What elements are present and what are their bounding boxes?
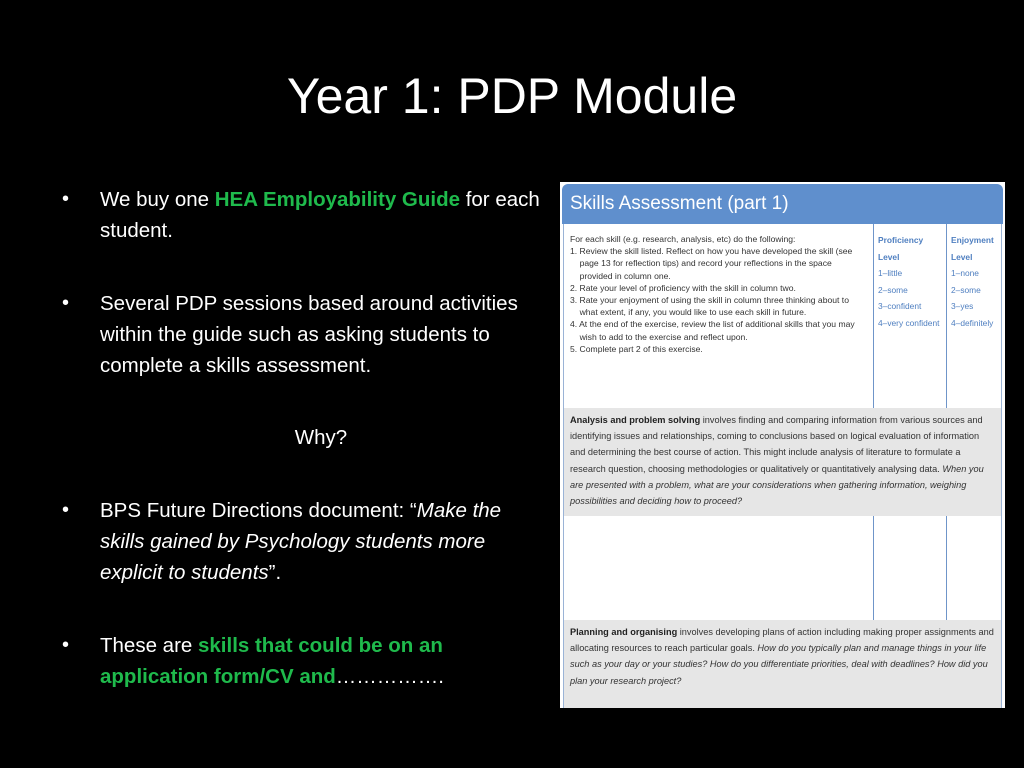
bullet-pdp-sessions [62,288,542,381]
analysis-text: involves finding and comparing information from various sources and identifying issues and relationships, coming to conclusions based on logical evaluation of information and determining the best course of action. This might include analysis of literature to formulate a research question, choosing methodologies or qualitatively or quantitatively analysing data. [570,415,983,474]
instruction-line: 2. Rate your level of proficiency with the skill in column two. [570,282,796,293]
planning-question: How do you typically plan and manage things in your life such as your day or your studies? How do you differentiate priorities, deal with deadlines? How did you plan your research project? [570,643,988,686]
enjoyment-level: 3–yes [951,301,974,312]
skills-highlight: skills that could be on an application form/CV and [100,634,443,688]
instruction-line: 5. Complete part 2 of this exercise. [570,343,703,354]
proficiency-level: 3–confident [878,301,922,312]
bullet-skills-cv [62,630,542,692]
enjoyment-heading: Enjoyment [951,235,994,245]
enjoyment-level: 1–none [951,268,979,279]
bullet-2-text: Several PDP sessions based around activities within the guide such as asking students to complete a skills assessment. [100,292,518,377]
bullet-3-end: ”. [268,561,282,584]
proficiency-subheading: Level [878,251,900,262]
bullet-1-text: We buy one [100,188,215,211]
proficiency-level: 4–very confident [878,317,940,328]
hea-guide-highlight: HEA Employability Guide [214,188,461,211]
worksheet-title: Skills Assessment (part 1) [570,193,789,214]
skills-assessment-worksheet [560,182,1005,708]
bullet-1-end: for each student. [100,188,540,242]
bullet-list [62,184,542,734]
instruction-line: For each skill (e.g. research, analysis, etc) do the following: [570,234,796,244]
instruction-line: page 13 for reflection tips) and record your reflections in the space [570,258,832,269]
instruction-line: wish to add to the exercise and reflect upon. [570,331,748,342]
bullet-4-end: ……………. [335,665,444,688]
instructions [570,233,866,355]
slide-title: Year 1: PDP Module [286,68,738,124]
analysis-section [564,408,1001,516]
worksheet-body [563,224,1002,708]
worksheet-header [562,184,1003,224]
analysis-question: When you are presented with a problem, what are your considerations when gathering information, weighing possibilities and deciding how to proceed? [570,463,984,507]
proficiency-level: 1–little [878,268,903,279]
instruction-line: what extent, if any, you would like to use each skill in future. [570,307,807,318]
instruction-line: 3. Rate your enjoyment of using the skill in column three thinking about to [570,295,849,306]
enjoyment-level: 4–definitely [951,317,994,328]
instruction-line: provided in column one. [570,270,671,281]
instruction-line: 1. Review the skill listed. Reflect on how you have developed the skill (see [570,246,853,257]
analysis-heading: Analysis and problem solving [570,415,701,425]
planning-section [564,620,1001,708]
planning-text: involves developing plans of action including making proper assignments and allocating resources to reach particular goals. [570,627,994,654]
why-line: Why? [294,426,348,449]
instruction-line: 4. At the end of the exercise, review the list of additional skills that you may [570,319,855,330]
planning-heading: Planning and organising [570,627,678,637]
proficiency-heading: Proficiency [878,235,924,245]
enjoyment-column [951,232,994,332]
bullet-bps-document [62,495,542,588]
enjoyment-subheading: Level [951,251,973,262]
bullet-hea-guide [62,184,542,246]
proficiency-level: 2–some [878,284,908,295]
enjoyment-level: 2–some [951,284,981,295]
proficiency-column [878,232,939,332]
bps-quote: Make the skills gained by Psychology students more explicit to students [100,499,502,584]
bullet-4-text: These are [100,634,198,657]
bullet-3-text: BPS Future Directions document: “ [100,499,417,522]
